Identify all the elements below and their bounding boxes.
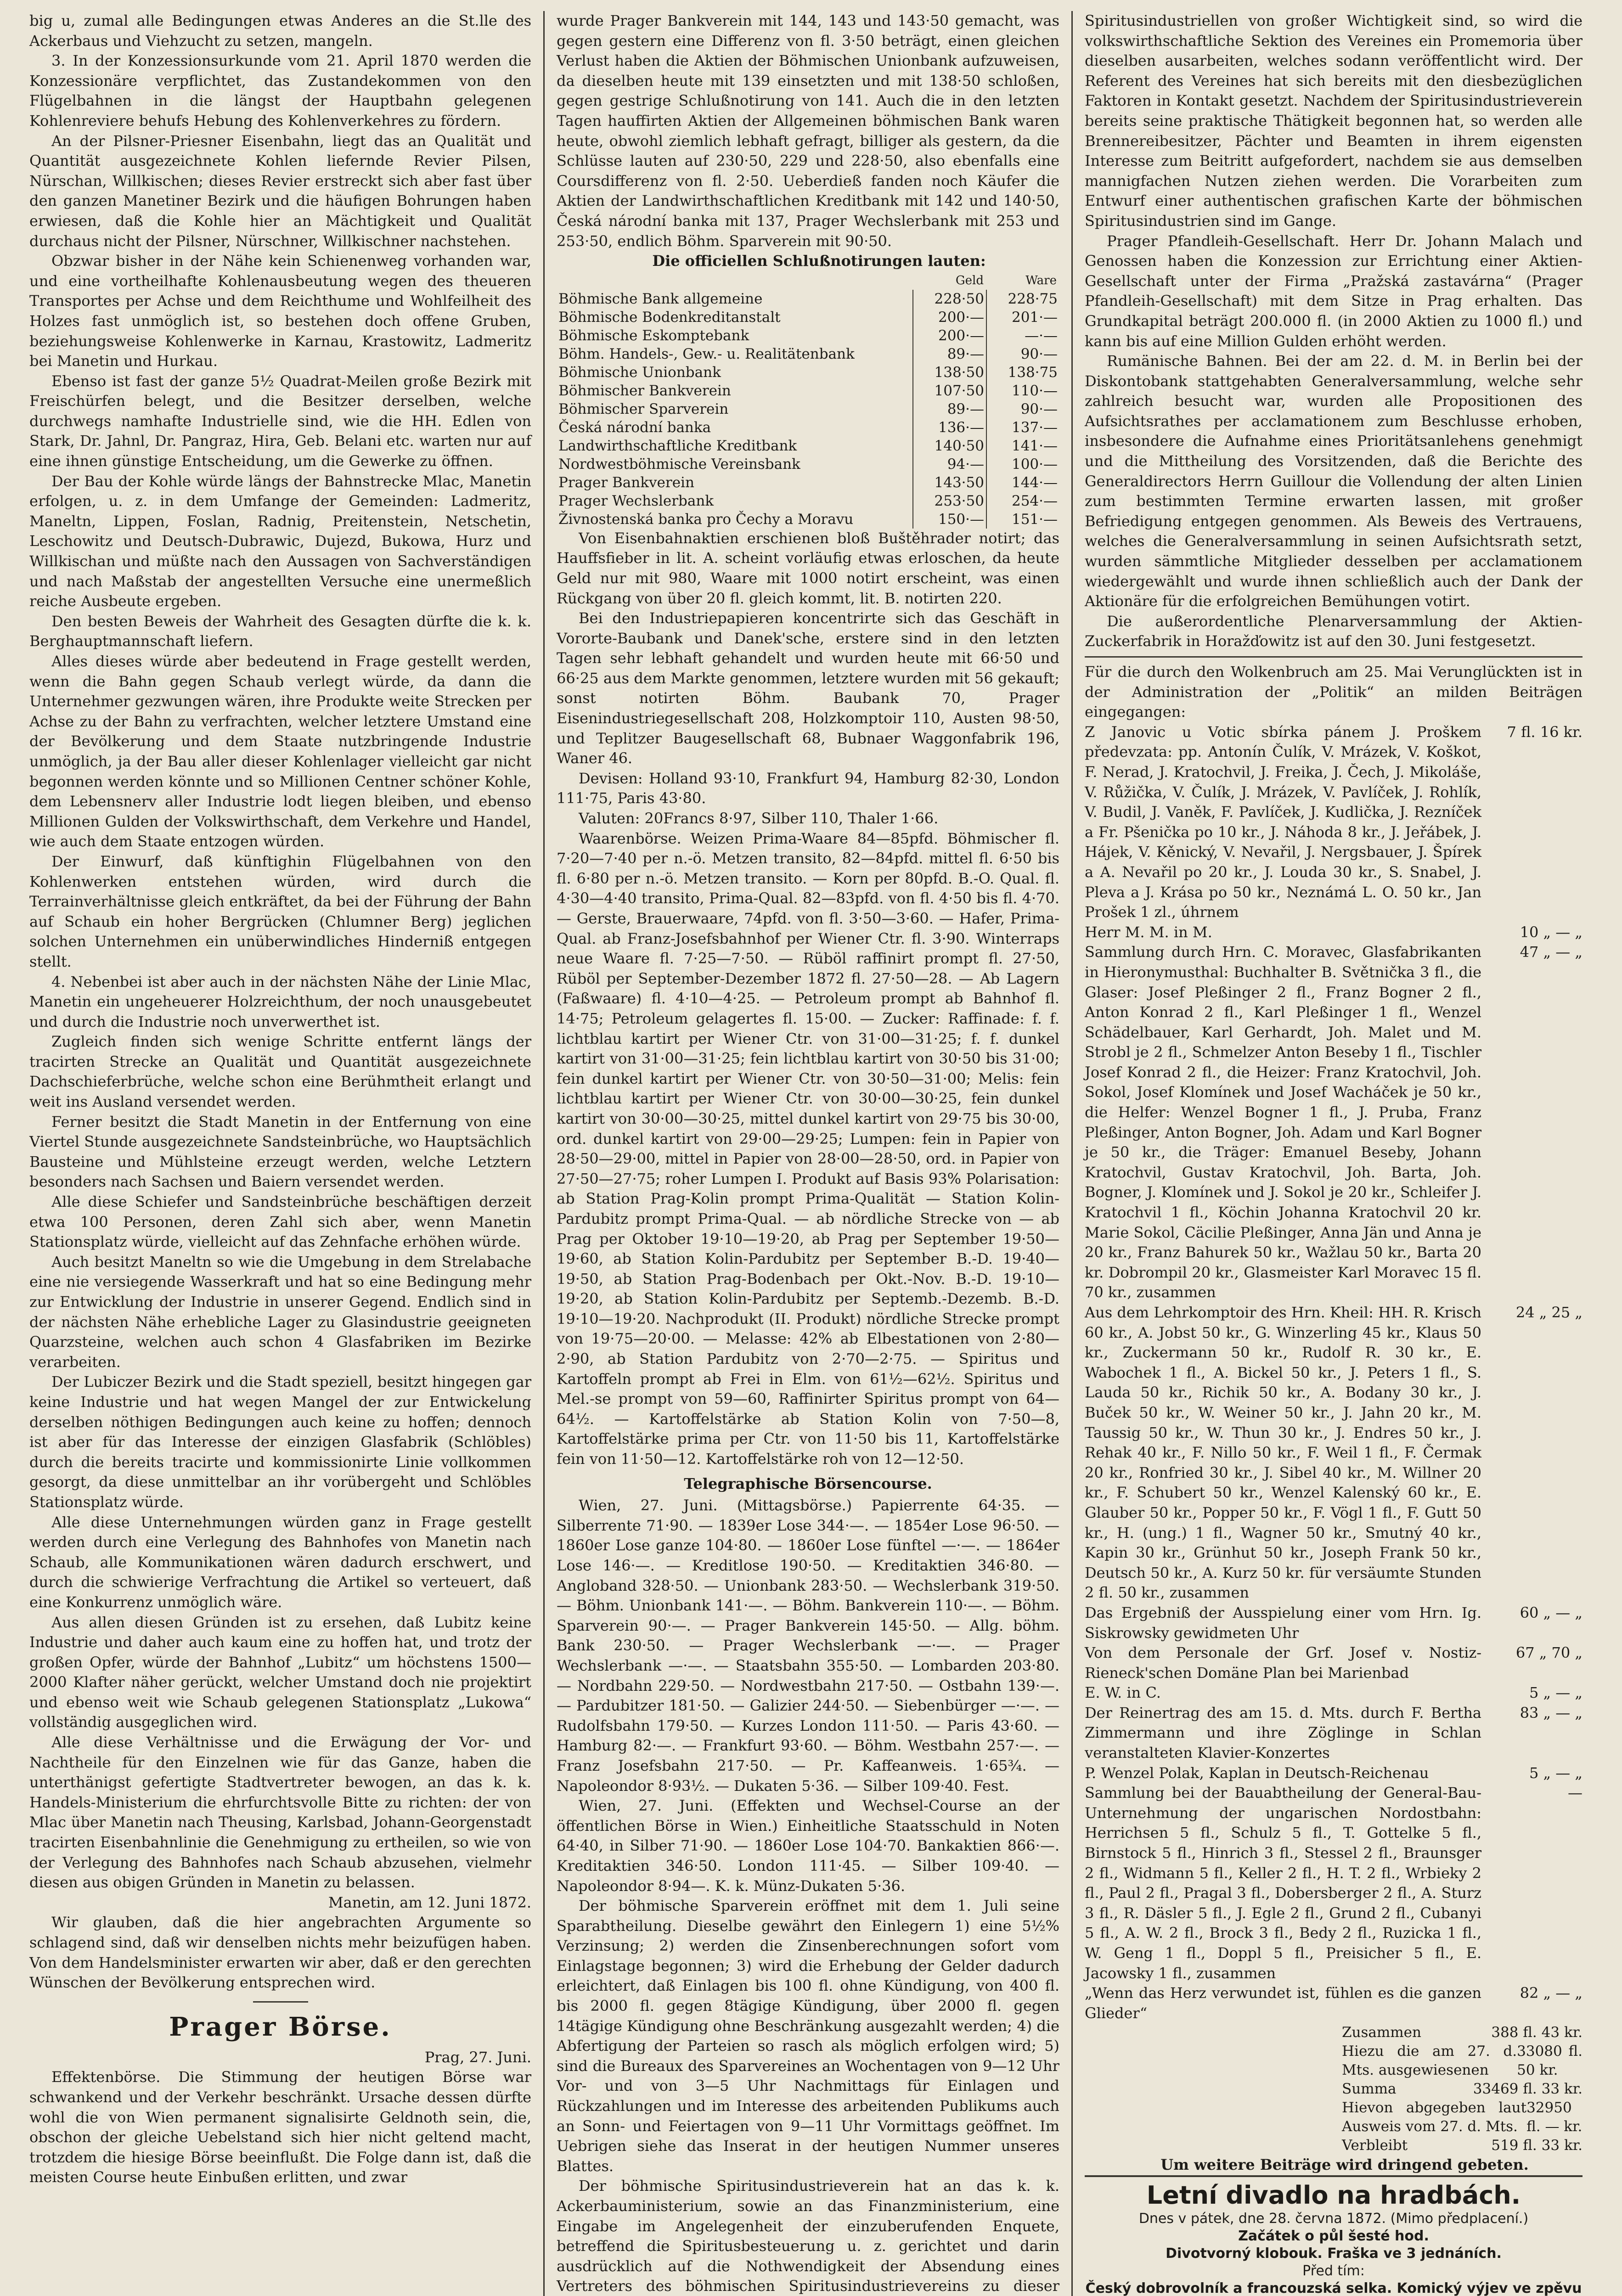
column-right	[1073, 11, 1594, 2296]
rate-geld: 89·—	[913, 400, 986, 418]
column-middle	[545, 11, 1073, 2296]
donation-text: E. W. in C.	[1085, 1684, 1161, 1702]
rate-name: Böhmische Unionbank	[557, 363, 913, 382]
total-label: Summa	[1342, 2081, 1397, 2098]
total-label: Verbleibt	[1342, 2137, 1408, 2154]
paragraph: Rumänische Bahnen. Bei der am 22. d. M. in Berlin bei der Diskontobank stattgehabten Generalversammlung, welche sehr zahlreich besucht war, wurden alle Propositionen des Aufsichtsrathes per acclamationem zum Beschlusse erhoben, insbesondere die Aufnahme eines Prioritätsanlehens genehmigt und die Mittheilung des Vorsitzenden, daß die Berichte des Generaldirectors Herrn Guillour die Vollendung der alten Linien zum bestimmten Termine erwarten lassen, mit großer Befriedigung entgegen genommen. Als Beweis des Vertrauens, welches die Generalversammlung in seinen Aufsichtsrath setzt, wurden sämmtliche Mitglieder desselben per acclamationem wiedergewählt und wurde ihnen schließlich auch der Dank der Aktionäre für die erfolgreichen Bemühungen votirt.	[1085, 352, 1583, 610]
paragraph: Auch besitzt Maneltn so wie die Umgebung in dem Strelabache eine nie versiegende Wasserkraft und hat so eine Bedingung mehr zur Entwicklung der Industrie in unserer Gegend. Endlich sind in der nächsten Nähe erhebliche Lager zu Glasindustrie geeigneten Quarzsteine, welchen auch schon 4 Glasfabriken im Bezirke verarbeiten.	[29, 1253, 531, 1371]
total-amount: 388 fl. 43 kr.	[1491, 2024, 1583, 2041]
rate-geld: 228·50	[913, 290, 986, 308]
table-row	[557, 363, 1059, 382]
rate-ware: —·—	[1025, 327, 1058, 344]
donation-row	[1085, 923, 1583, 943]
rate-name: Česká národní banka	[557, 418, 913, 437]
rate-geld: 140·50	[913, 437, 986, 455]
rate-ware: 141·—	[1011, 437, 1058, 454]
table-row	[557, 473, 1059, 492]
paragraph: Alles dieses würde aber bedeutend in Frage gestellt werden, wenn die Bahn gegen Schaub verlegt würde, da dann die Unternehmer gezwungen wären, ihre Produkte weite Strecken per Achse zu der Bahn zu verfrachten, welcher letztere Umstand eine der Bevölkerung und dem Staate nutzbringende Industrie unmöglich, ja der Bau aller dieser Kohlenlager vielleicht gar nicht begonnen werden könnte und so Millionen Centner schöner Kohle, dem Lebensnerv aller Industrie lodt liegen bleiben, und ebenso Millionen Gulden der Volkswirthschaft, dem Verkehre und Handel, wie auch dem Staate entzogen würden.	[29, 653, 531, 850]
ad-line: Začátek o půl šesté hod.	[1238, 2228, 1429, 2244]
table-row	[557, 492, 1059, 510]
place-date: Prag, 27. Juni.	[424, 2048, 531, 2066]
total-row	[1342, 2136, 1583, 2155]
table-row	[557, 437, 1059, 455]
donation-row	[1085, 1683, 1583, 1703]
total-row	[1342, 2023, 1583, 2042]
donation-row	[1085, 1703, 1583, 1763]
section-subheading: Telegraphische Börsencourse.	[684, 1474, 932, 1492]
rate-ware: 144·—	[1011, 474, 1058, 491]
paragraph: Die außerordentliche Plenarversammlung der Aktien-Zuckerfabrik in Horažďowitz ist auf den 30. Juni festgesetzt.	[1085, 612, 1583, 650]
table-row	[557, 455, 1059, 473]
rate-geld: 94·—	[913, 455, 986, 473]
rate-name: Prager Bankverein	[557, 473, 913, 492]
rate-ware: 137·—	[1011, 419, 1058, 436]
section-heading: Prager Börse.	[169, 2011, 392, 2042]
ad-summer-theatre	[1085, 2175, 1583, 2296]
paragraph: Effektenbörse. Die Stimmung der heutigen Börse war schwankend und der Verkehr beschränkt. Ursache dessen dürfte wohl die von Wien permanent signalisirte Geldnoth sein, die, obschon der gleiche Uebelstand sich hier nicht geltend macht, trotzdem die hiesige Börse beeinflußt. Die Folge dann ist, daß die meisten Course heute Einbußen erlitten, und zwar	[29, 2068, 531, 2186]
donation-row	[1085, 722, 1583, 923]
donation-amount: 7 fl. 16 kr.	[1507, 723, 1583, 741]
donation-amount: 67 „ 70 „	[1515, 1644, 1583, 1662]
paragraph: wurde Prager Bankverein mit 144, 143 und 143·50 gemacht, was gegen gestern eine Differenz von fl. 3·50 beträgt, einen gleichen Verlust haben die Aktien der Böhmischen Unionbank aufzuweisen, da dieselben heute mit 139 einsetzten und mit 138·50 schloßen, gegen gestrige Schlußnotirung von 141. Auch die in den letzten Tagen hauffirten Aktien der Allgemeinen böhmischen Bank waren heute, obwohl ziemlich lebhaft gefragt, billiger als gestern, da die Schlüsse lauten auf 230·50, 229 und 228·50, also ebenfalls eine Coursdifferenz von fl. 2·50. Ueberdieß fanden noch Käufer die Aktien der Landwirthschaftlichen Kreditbank mit 142 und 140·50, Česká národní banka mit 137, Prager Wechslerbank mit 253 und 253·50, endlich Böhm. Sparverein mit 90·50.	[557, 12, 1059, 250]
rate-name: Böhm. Handels-, Gew.- u. Realitätenbank	[557, 345, 913, 363]
donation-amount: 24 „ 25 „	[1515, 1304, 1583, 1321]
table-row	[557, 400, 1059, 418]
donation-row	[1085, 1603, 1583, 1643]
closing-rates-table	[557, 271, 1059, 529]
paragraph: Obzwar bisher in der Nähe kein Schienenweg vorhanden war, und eine vortheilhafte Kohlenausbeutung wegen des theueren Transportes per Achse und dem Reichthume und Wohlfeilheit des Holzes fast unmöglich ist, so bestehen doch offene Gruben, beziehungsweise Kohlenwerke in Karnau, Krastowitz, Ladmeritz bei Manetin und Hurkau.	[29, 252, 531, 370]
table-header-row	[557, 271, 1059, 290]
column-header-geld: Geld	[955, 273, 984, 287]
table-row	[557, 308, 1059, 326]
paragraph: Alle diese Unternehmungen würden ganz in Frage gestellt werden durch eine Verlegung des Bahnhofes von Manetin nach Schaub, alle Kommunikationen wären dadurch erschwert, und durch die schwierige Verfrachtung die Artikel so verteuert, daß eine Konkurrenz unmöglich wäre.	[29, 1513, 531, 1611]
paragraph: Der Lubiczer Bezirk und die Stadt speziell, besitzt hingegen gar keine Industrie und hat wegen Mangel der zur Entwickelung derselben nöthigen Bedingungen auch keine zu hoffen; dennoch ist aber für das Interesse der einzigen Glasfabrik (Schlöbles) durch die bereits tracirte und kommissionirte Linie vollkommen gesorgt, da diese unmittelbar an ihr vorübergeht und Schlöbles Stationsplatz würde.	[29, 1373, 531, 1511]
donation-amount: 10 „ — „	[1520, 923, 1583, 941]
rate-geld: 253·50	[913, 492, 986, 510]
donation-amount: 60 „ — „	[1520, 1604, 1583, 1621]
rate-name: Böhmische Bodenkreditanstalt	[557, 308, 913, 326]
rate-name: Böhmische Eskomptebank	[557, 326, 913, 345]
donation-row	[1085, 1763, 1583, 1784]
donation-text: Aus dem Lehrkomptoir des Hrn. Kheil: HH. R. Krisch 60 kr., A. Jobst 50 kr., G. Winzerling 45 kr., Klaus 50 kr., Zuckermann 50 kr., Rudolf R. 30 kr., E. Wabochek 1 fl., A. Bickel 50 kr., J. Peters 1 fl., S. Lauda 50 kr., Richik 50 kr., A. Bodany 30 kr., J. Buček 50 kr., W. Weiner 50 kr., J. Jahn 20 kr., M. Taussig 50 kr., W. Thun 30 kr., J. Endres 50 kr., J. Rehak 40 kr., F. Nillo 50 kr., F. Weil 1 fl., F. Čermak 20 kr., Ronfried 30 kr., J. Sibel 40 kr., M. Willner 20 kr., F. Schubert 50 kr., Wenzel Kalenský 60 kr., E. Glauber 50 kr., Popper 50 kr., F. Vögl 1 fl., F. Gutt 50 kr., H. (ung.) 1 fl., Wagner 50 kr., Smutný 40 kr., Kapin 30 kr., Grünhut 50 kr., Joseph Frank 50 kr., Deutsch 50 kr., A. Kurz 50 kr. für versäumte Stunden 2 fl. 50 kr., zusammen	[1085, 1304, 1481, 1602]
rate-geld: 150·—	[913, 510, 986, 529]
donation-text: „Wenn das Herz verwundet ist, fühlen es die ganzen Glieder“	[1085, 1984, 1481, 2022]
column-header-ware: Ware	[1025, 273, 1057, 287]
donation-row	[1085, 1983, 1583, 2023]
rate-name: Böhmischer Bankverein	[557, 382, 913, 400]
table-row	[557, 510, 1059, 529]
paragraph: Valuten: 20Francs 8·97, Silber 110, Thaler 1·66.	[579, 810, 939, 827]
donation-amount: 82 „ — „	[1520, 1984, 1583, 2002]
paragraph: Prager Pfandleih-Gesellschaft. Herr Dr. Johann Malach und Genossen haben die Konzession zur Errichtung einer Aktien-Gesellschaft unter der Firma „Pražská zastavárna“ (Prager Pfandleih-Gesellschaft) mit dem Sitze in Prag erhalten. Das Grundkapital beträgt 200.000 fl. (in 2000 Aktien zu 1000 fl.) und kann bis auf eine Million Gulden erhöht werden.	[1085, 232, 1583, 350]
paragraph: Den besten Beweis der Wahrheit des Gesagten dürfte die k. k. Berghauptmannschaft liefern.	[29, 612, 531, 650]
paragraph: Ebenso ist fast der ganze 5½ Quadrat-Meilen große Bezirk mit Freischürfen belegt, und die Besitzer derselben, welche durchwegs namhafte Industrielle sind, wie die HH. Edlen von Stark, Dr. Jahnl, Dr. Pangraz, Hira, Geb. Belani etc. warten nur auf eine ihnen günstige Entscheidung, um die Gewerke zu öffnen.	[29, 372, 531, 470]
donation-amount: 83 „ — „	[1520, 1704, 1583, 1722]
total-amount: 33469 fl. 33 kr.	[1473, 2081, 1583, 2098]
rate-ware: 90·—	[1020, 345, 1058, 362]
rate-name: Böhmische Bank allgemeine	[557, 290, 913, 308]
column-left	[17, 11, 545, 2296]
paragraph: Aus allen diesen Gründen ist zu ersehen, daß Lubitz keine Industrie und daher auch kaum eine zu hoffen hat, und trotz der großen Opfer, würde der Bahnhof „Lubitz“ um höchstens 1500—2000 Klafter näher gerückt, welcher Umstand doch nie projektirt und ebenso weit wie Schaub gelegenen Stationsplatz „Lukowa“ vollständig ausgeglichen wird.	[29, 1613, 531, 1731]
table-row	[557, 326, 1059, 345]
donation-text: Von dem Personale der Grf. Josef v. Nostiz-Rieneck'schen Domäne Plan bei Marienbad	[1085, 1644, 1481, 1682]
ad-line: Český dobrovolník a francouzská selka. Komický výjev ve zpěvu	[1085, 2280, 1582, 2296]
rate-name: Živnostenská banka pro Čechy a Moravu	[557, 510, 913, 529]
rate-name: Landwirthschaftliche Kreditbank	[557, 437, 913, 455]
rate-ware: 254·—	[1011, 492, 1058, 509]
paragraph: Zugleich finden sich wenige Schritte entfernt längs der tracirten Strecke an Qualität und Quantität ausgezeichnete Dachschieferbrüche, welche schon eine Berühmtheit erlangt und weit ins Ausland versendet werden.	[29, 1033, 531, 1111]
donation-text: Sammlung durch Hrn. C. Moravec, Glasfabrikanten in Hieronymusthal: Buchhalter B. Světnička 3 fl., die Glaser: Josef Pleßinger 2 fl., Franz Bogner 2 fl., Anton Konrad 2 fl., Karl Pleßinger 1 fl., Wenzel Schädelbauer, Karl Gerhardt, Joh. Malet und M. Strobl je 2 fl., Schmelzer Anton Beseby 1 fl., Tischler Josef Konrad 2 fl., die Heizer: Franz Kratochvil, Joh. Sokol, Josef Klomínek und Josef Wacháček je 50 kr., die Helfer: Wenzel Bogner 1 fl., J. Pruba, Franz Pleßinger, Anton Bogner, Joh. Adam und Karl Bogner je 50 kr., die Träger: Emanuel Beseby, Johann Kratochvil, Gustav Kratochvil, Joh. Barta, Joh. Bogner, J. Klomínek und J. Sokol je 20 kr., Schleifer J. Kratochvil 1 fl., Köchin Johanna Kratochvil 20 kr. Marie Sokol, Cäcilie Pleßinger, Anna Jän und Anna je 20 kr., Franz Bahurek 50 kr., Wažlau 50 kr., Barta 20 kr. Dobrompil 20 kr., Glasmeister Karl Moravec 15 fl. 70 kr., zusammen	[1085, 943, 1481, 1301]
total-row	[1342, 2099, 1583, 2136]
rates-intro: Die officiellen Schlußnotirungen lauten:	[652, 252, 986, 270]
rate-geld: 200·—	[913, 326, 986, 345]
paragraph: Alle diese Verhältnisse und die Erwägung der Vor- und Nachtheile für den Einzelnen wie für das Ganze, haben die unterthänigst gefertigte Stadtvertreter bewogen, an das k. k. Handels-Ministerium die ehrfurchtsvolle Bitte zu richten: der von Mlac über Manetin nach Theusing, Karlsbad, Johann-Georgenstadt tracirten Eisenbahnlinie die Genehmigung zu ertheilen, so wie von der Verlegung des Bahnhofes nach Schaub abzusehen, vielmehr diesen aus obigen Gründen in Manetin zu belassen.	[29, 1733, 531, 1891]
table-row	[557, 382, 1059, 400]
rate-name: Böhmischer Sparverein	[557, 400, 913, 418]
donation-text: Z Janovic u Votic sbírka pánem J. Proškem předevzata: pp. Antonín Čulík, V. Mrázek, V. Koškot, F. Nerad, J. Kratochvil, J. Freika, J. Čech, J. Mikoláše, V. Růžička, V. Čulík, J. Mrázek, V. Pavlíček, J. Rohlík, V. Budil, J. Vaněk, F. Pavlíček, J. Kudlička, J. Rezníček a Fr. Pšenička po 10 kr., J. Náhoda 8 kr., J. Jeřábek, J. Hájek, V. Kěnický, V. Nevařil, J. Nergsbauer, J. Špírek a A. Nevařil po 20 kr., J. Louda 30 kr., S. Snabel, J. Pleva a J. Krása po 50 kr., Neznámá L. O. 50 kr., Jan Prošek 1 zl., úhrnem	[1085, 723, 1481, 921]
table-row	[557, 290, 1059, 308]
rate-geld: 200·—	[913, 308, 986, 326]
donation-row	[1085, 942, 1583, 1303]
donation-amount: 5 „ — „	[1529, 1764, 1583, 1782]
donation-amount: 47 „ — „	[1520, 943, 1583, 961]
rate-geld: 138·50	[913, 363, 986, 382]
rate-ware: 100·—	[1011, 456, 1058, 473]
donation-row	[1085, 1303, 1583, 1603]
donation-text: Der Reinertrag des am 15. d. Mts. durch F. Bertha Zimmermann und ihre Zöglinge in Schlan veranstalteten Klavier-Konzertes	[1085, 1704, 1481, 1762]
rate-name: Prager Wechslerbank	[557, 492, 913, 510]
relief-fund-intro: Für die durch den Wolkenbruch am 25. Mai Verunglückten ist in der Administration der „Politik“ an milden Beiträgen eingegangen:	[1085, 663, 1583, 721]
donation-row	[1085, 1783, 1583, 1983]
donation-text: Herr M. M. in M.	[1085, 923, 1212, 941]
donation-text: P. Wenzel Polak, Kaplan in Deutsch-Reichenau	[1085, 1764, 1429, 1782]
donation-totals	[1342, 2023, 1583, 2155]
total-label: Hiezu die am 27. d. Mts. ausgewiesenen	[1342, 2043, 1517, 2079]
donation-appeal: Um weitere Beiträge wird dringend gebeten.	[1160, 2156, 1529, 2174]
paragraph: Von Eisenbahnaktien erschienen bloß Buštěhrader notirt; das Hauffsfieber in lit. A. scheint vorläufig etwas erloschen, da heute Geld nur mit 980, Waare mit 1000 notirt erscheint, was einen Rückgang von über 20 fl. gleich kommt, lit. B. notirten 220.	[557, 529, 1059, 607]
total-amount: 519 fl. 33 kr.	[1491, 2137, 1583, 2154]
rate-geld: 107·50	[913, 382, 986, 400]
paragraph: big u, zumal alle Bedingungen etwas Anderes an die St.lle des Ackerbaus und Viehzucht zu setzen, mangeln.	[29, 12, 531, 50]
total-row	[1342, 2080, 1583, 2099]
paragraph: 3. In der Konzessionsurkunde vom 21. April 1870 werden die Konzessionäre verpflichtet, das Zustandekommen von den Flügelbahnen in die längst der Hauptbahn gelegenen Kohlenreviere behufs Hebung des Kohlenverkehres zu fördern.	[29, 52, 531, 129]
rate-ware: 138·75	[1008, 364, 1058, 381]
total-label: Hievon abgegeben laut Ausweis vom 27. d. Mts.	[1342, 2099, 1527, 2135]
ad-line: Divotvorný klobouk. Fraška ve 3 jednáních.	[1166, 2245, 1502, 2262]
paragraph: Wir glauben, daß die hier angebrachten Argumente so schlagend sind, daß wir denselben nichts mehr beizufügen haben. Von dem Handelsminister erwarten wir aber, daß er den gerechten Wünschen der Bevölkerung entsprechen wird.	[29, 1913, 531, 1992]
paragraph: Bei den Industriepapieren koncentrirte sich das Geschäft in Vororte-Baubank und Danek'sche, erstere sind in den letzten Tagen sehr lebhaft gehandelt und wurden heute mit 66·50 und 66·25 aus dem Markte genommen, letztere wurden mit 56 gekauft; sonst notirten Böhm. Baubank 70, Prager Eisenindustriegesellschaft 208, Holzkomptoir 110, Austen 98·50, und Teplitzer Baugesellschaft 68, Bubnaer Waggonfabrik 196, Waner 46.	[557, 609, 1059, 767]
paragraph: Der böhmische Spiritusindustrieverein hat an das k. k. Ackerbauministerium, sowie an das Finanzministerium, eine Eingabe im Angelegenheit der einzuberufenden Enquete, betreffend die Spiritusbesteuerung u. z. gerichtet und darin ausdrücklich auf die Nothwendigkeit der Absendung eines Vertreters des böhmischen Spiritusindustrievereins zu dieser	[557, 2177, 1059, 2295]
rate-ware: 151·—	[1011, 511, 1058, 528]
total-amount: 33080 fl. 50 kr.	[1517, 2043, 1583, 2079]
paragraph: Alle diese Schiefer und Sandsteinbrüche beschäftigen derzeit etwa 100 Personen, deren Zahl sich aber, wenn Manetin Stationsplatz würde, vielleicht auf das Zehnfache erhöhen würde.	[29, 1193, 531, 1251]
donation-text: Sammlung bei der Bauabtheilung der General-Bau-Unternehmung der ungarischen Nordostbahn: Herrichsen 5 fl., Schulz 5 fl., T. Gottelke 5 fl., Birnstock 5 fl., Hinrich 3 fl., Stessel 2 fl., Braunsger 2 fl., Widmann 5 fl., Keller 2 fl., H. T. 2 fl., Wrbieky 2 fl., Paul 2 fl., Pragal 3 fl., Dobersberger 2 fl., A. Sturz 3 fl., R. Däsler 5 fl., J. Egle 2 fl., Grund 2 fl., Cubanyi 5 fl., A. W. 2 fl., Brock 3 fl., Bedy 2 fl., Ruzicka 1 fl., W. Geng 1 fl., Doppl 5 fl., Preisicher 5 fl., E. Jacowsky 1 fl., zusammen	[1085, 1784, 1481, 1982]
donation-amount: —	[1568, 1784, 1583, 1802]
paragraph: Spiritusindustriellen von großer Wichtigkeit sind, so wird die volkswirthschaftliche Sektion des Vereines ein Promemoria über dieselben ausarbeiten, welches sodann veröffentlicht wird. Der Referent des Vereines hat sich bereits mit den diesbezüglichen Faktoren in Kontakt gesetzt. Nachdem der Spiritusindustrieverein bereits seine praktische Thätigkeit begonnen hat, so werden alle Brennereibesitzer, Pächter und Beamten in ihrem eigensten Interesse zum Beitritt aufgefordert, nachdem sie aus demselben mannigfachen Nutzen ziehen werden. Die Vorarbeiten zum Entwurf einer authentischen grafischen Karte der böhmischen Spiritusindustrien sind im Gange.	[1085, 12, 1583, 230]
rate-ware: 90·—	[1020, 400, 1058, 417]
paragraph: Waarenbörse. Weizen Prima-Waare 84—85pfd. Böhmischer fl. 7·20—7·40 per n.-ö. Metzen transito, 82—84pfd. mittel fl. 6·50 bis fl. 6·80 per n.-ö. Metzen transito. — Korn per 80pfd. B.-O. Qual. fl. 4·30—4·40 transito, Prima-Qual. 82—83pfd. von fl. 4·50 bis fl. 4·70. — Gerste, Brauerwaare, 74pfd. von fl. 3·50—3·60. — Hafer, Prima-Qual. ab Franz-Josefsbahnhof per Wiener Ctr. fl. 3·90. Winterraps neue Waare fl. 7·25—7·50. — Rüböl raffinirt prompt fl. 27·50, Rüböl per September-Dezember 1872 fl. 27·50—28. — Ab Lagern (Faßwaare) fl. 4·10—4·25. — Petroleum prompt ab Bahnhof fl. 14·75; Petroleum gelagertes fl. 15·00. — Zucker: Raffinade: f. f. lichtblau kartirt per Wiener Ctr. von 31·00—31·25; f. f. dunkel kartirt von 31·00—31·25; fein lichtblau kartirt von 30·50 bis 31·00; fein dunkel kartirt per Wiener Ctr. von 30·50—31·00; Melis: fein lichtblau kartirt per Wiener Ctr. von 30·00—30·25, fein dunkel kartirt von 30·00—30·25, mittel dunkel kartirt von 29·75 bis 30·00, ord. dunkel kartirt von 29·00—29·25; Lumpen: fein in Papier von 28·50—29·00, mittel in Papier von 28·00—28·50, ord. in Papier von 27·50—27·75; roher Lumpen I. Produkt auf Basis 93% Polarisation: ab Station Prag-Kolin prompt Prima-Qualität — Station Kolin-Pardubitz prompt Prima-Qual. — ab nördliche Strecke von — ab Prag per Oktober 19·10—19·20, ab Prag per September 19·50—19·60, ab Station Kolin-Pardubitz per September B.-D. 19·40—19·50, ab Station Prag-Bodenbach per Okt.-Nov. B.-D. 19·10—19·20, ab Station Kolin-Pardubitz per Septemb.-Dezemb. B.-D. 19·10—19·20. Nachprodukt (II. Produkt) nördliche Strecke prompt von 19·75—20·00. — Melasse: 42% ab Elbestationen von 2·80—2·90, ab Station Pardubitz von 2·70—2·75. — Spiritus und Kartoffeln prompt ab Frei in Elm. von 61½—62½. Spiritus und Mel.-se prompt von 59—60, Raffinirter Spiritus prompt von 64—64½. — Kartoffelstärke ab Station Kolin von 7·50—8, Kartoffelstärke prima per Ctr. von 11·50 bis 11, Kartoffelstärke fein von 11·50—12. Kartoffelstärke roh von 12—12·50.	[557, 829, 1059, 1468]
table-row	[557, 418, 1059, 437]
rate-geld: 143·50	[913, 473, 986, 492]
donation-row	[1085, 1643, 1583, 1683]
donation-text: Das Ergebniß der Ausspielung einer vom Hrn. Ig. Siskrowsky gewidmeten Uhr	[1085, 1604, 1481, 1642]
rate-geld: 136·—	[913, 418, 986, 437]
paragraph: Devisen: Holland 93·10, Frankfurt 94, Hamburg 82·30, London 111·75, Paris 43·80.	[557, 769, 1059, 807]
divider	[1085, 656, 1583, 658]
table-row	[557, 345, 1059, 363]
rate-name: Nordwestböhmische Vereinsbank	[557, 455, 913, 473]
total-label: Zusammen	[1342, 2024, 1421, 2041]
rate-ware: 228·75	[1008, 290, 1058, 307]
rate-ware: 201·—	[1011, 309, 1058, 326]
paragraph: 4. Nebenbei ist aber auch in der nächsten Nähe der Linie Mlac, Manetin ein ungeheuerer Holzreichthum, der noch unausgebeutet und durch die Industrie noch unverwerthet ist.	[29, 973, 531, 1030]
donation-amount: 5 „ — „	[1529, 1684, 1583, 1702]
paragraph: Ferner besitzt die Stadt Manetin in der Entfernung von eine Viertel Stunde ausgezeichnete Sandsteinbrüche, wo Hauptsächlich Bausteine und Mühlsteine erzeugt werden, welche Letztern besonders nach Sachsen und Baiern versendet werden.	[29, 1113, 531, 1191]
paragraph: Der Einwurf, daß künftighin Flügelbahnen von den Kohlenwerken entstehen würden, wird durch die Terrainverhältnisse gleich entkräftet, da bei der Führung der Bahn auf Schaub ein hoher Bergrücken (Chlumner Berg) jeglichen solchen Unternehmen ein unüberwindliches Hinderniß entgegen stellt.	[29, 852, 531, 970]
ad-line: Před tím:	[1302, 2262, 1365, 2279]
dateline: Manetin, am 12. Juni 1872.	[328, 1893, 531, 1911]
total-amount: 32950 fl. — kr.	[1526, 2099, 1583, 2135]
rate-ware: 110·—	[1011, 382, 1058, 399]
ad-line: Dnes v pátek, dne 28. června 1872. (Mimo předplacení.)	[1138, 2210, 1529, 2227]
paragraph: Der böhmische Sparverein eröffnet mit dem 1. Juli seine Sparabtheilung. Dieselbe gewährt den Einlegern 1) eine 5½% Verzinsung; 2) werden die Zinsenberechnungen sofort vom Einlagstage begonnen; 3) wird die Erhebung der Gelder dadurch erleichtert, daß Einlagen bis 100 fl. ohne Kündigung, von 400 fl. bis 2000 fl. gegen 8tägige Kündigung, über 2000 fl. gegen 14tägige Kündigung ohne Beschränkung ausgezahlt werden; 4) die Abfertigung der Parteien so rasch als möglich erfolgen wird; 5) sind die Bureaux des Sparvereines an Wochentagen von 9—12 Uhr Vor- und von 3—5 Uhr Nachmittags für Einlagen und Rückzahlungen und im Interesse des arbeitenden Publikums auch an Sonn- und Feiertagen von 9—11 Uhr Vormittags geöffnet. Im Uebrigen siehe das Inserat in der heutigen Nummer unseres Blattes.	[557, 1897, 1059, 2175]
paragraph: Wien, 27. Juni. (Mittagsbörse.) Papierrente 64·35. — Silberrente 71·90. — 1839er Lose 344·—. — 1854er Lose 96·50. — 1860er Lose ganze 104·80. — 1860er Lose fünftel —·—. — 1864er Lose 146·—. — Kreditlose 190·50. — Kreditaktien 346·80. — Angloband 328·50. — Unionbank 283·50. — Wechslerbank 319·50. — Böhm. Unionbank 141·—. — Böhm. Bankverein 110·—. — Böhm. Sparverein 90·—. — Prager Bankverein 145·50. — Allg. böhm. Bank 230·50. — Prager Wechslerbank —·—. — Prager Wechslerbank —·—. — Staatsbahn 355·50. — Lombarden 203·80. — Nordbahn 229·50. — Nordwestbahn 217·50. — Ostbahn 139·—. — Pardubitzer 181·50. — Galizier 244·50. — Siebenbürger —·—. — Rudolfsbahn 179·50. — Kurzes London 111·50. — Paris 43·60. — Hamburg 82·—. — Frankfurt 93·60. — Böhm. Westbahn 257·—. — Franz Josefsbahn 217·50. — Pr. Kaffeanweis. 1·65¾. — Napoleondor 8·93½. — Dukaten 5·36. — Silber 109·40. Fest.	[557, 1497, 1059, 1795]
rate-geld: 89·—	[913, 345, 986, 363]
paragraph: Wien, 27. Juni. (Effekten und Wechsel-Course an der öffentlichen Börse in Wien.) Einheitliche Staatsschuld in Noten 64·40, in Silber 71·90. — 1860er Lose 104·70. Bankaktien 866·—. Kreditaktien 346·50. London 111·45. — Silber 109·40. — Napoleondor 8·94—. K. k. Münz-Dukaten 5·36.	[557, 1797, 1059, 1895]
divider	[253, 2001, 308, 2003]
total-row	[1342, 2042, 1583, 2080]
paragraph: Der Bau der Kohle würde längs der Bahnstrecke Mlac, Manetin erfolgen, u. z. in dem Umfange der Gemeinden: Ladmeritz, Maneltn, Lippen, Foslan, Radnig, Preitenstein, Netschetin, Leschowitz und Deutsch-Dubrawic, Dujezd, Bukowa, Hurz und Willkischan und müßte nach den Aussagen von Sachverständigen und nach Maßstab der angestellten Versuche eine unermeßlich reiche Ausbeute ergeben.	[29, 472, 531, 610]
ad-title: Letní divadlo na hradbách.	[1146, 2180, 1521, 2210]
paragraph: An der Pilsner-Priesner Eisenbahn, liegt das an Qualität und Quantität ausgezeichnete Kohlen liefernde Revier Pilsen, Nürschan, Willkischen; dieses Revier erstreckt sich aber fast über den ganzen Manetiner Bezirk und die häufigen Bohrungen haben erwiesen, daß die Kohle hier an Mächtigkeit und Qualität durchaus nicht der Pilsner, Nürschner, Willkischner nachstehen.	[29, 132, 531, 250]
